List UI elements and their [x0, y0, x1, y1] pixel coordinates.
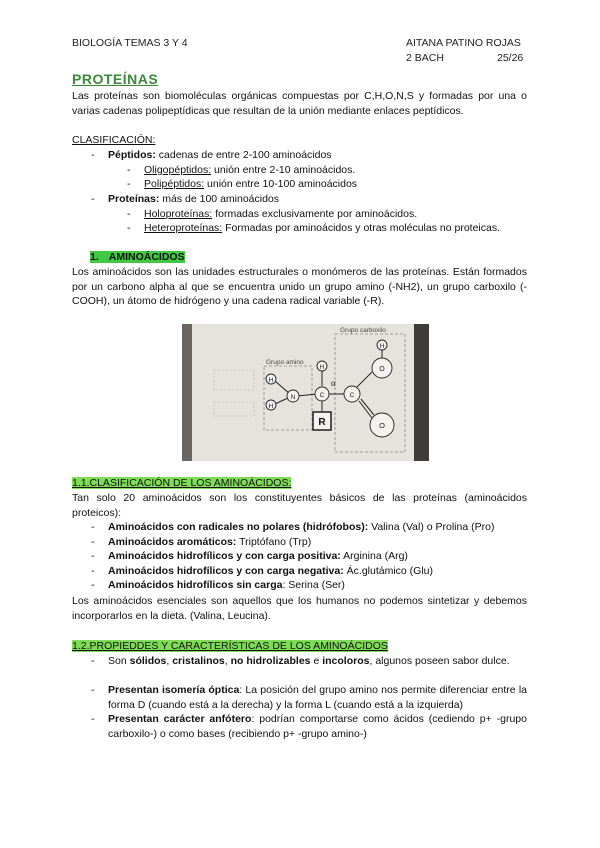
clasificacion-heading: CLASIFICACIÓN:	[72, 134, 156, 146]
label-grupo-carboxilo: Grupo carboxilo	[340, 327, 386, 334]
term-no-hidrolizables: no hidrolizables	[230, 655, 311, 667]
atom-c-alpha: C	[319, 392, 325, 399]
text-oligopeptidos: unión entre 2-10 aminoácidos.	[211, 164, 356, 176]
propiedades-heading	[72, 640, 388, 652]
esenciales-paragraph: Los aminoácidos esenciales son aquellos que los humanos no podemos sintetizar y debemos incorporarlos en la dieta. (Valina, Leucina).	[72, 595, 527, 622]
propiedades-heading-text: 1.2.PROPIEDDES Y CARACTERÍSTICAS DE LOS AMINOÁCIDOS	[72, 640, 388, 652]
atom-h-amino-top: H	[268, 377, 274, 384]
atom-o-carbonyl: O	[379, 421, 385, 430]
list-item-no-polares	[108, 520, 494, 535]
term-oligopeptidos: Oligopéptidos:	[144, 164, 212, 176]
header-subject: BIOLOGÍA TEMAS 3 Y 4	[72, 37, 188, 49]
text-p1-c2: ,	[224, 655, 231, 667]
clasif-aa-heading	[72, 477, 291, 489]
aminoacidos-number: 1.	[90, 251, 99, 263]
atom-o-hydroxyl: O	[379, 366, 385, 373]
list-item-carga-positiva	[108, 549, 408, 564]
list-item-heteroproteinas	[144, 221, 500, 236]
text-p1-c1: ,	[166, 655, 173, 667]
atom-h-amino-bottom: H	[268, 403, 274, 410]
term-sin-carga: Aminoácidos hidrofílicos sin carga	[108, 579, 283, 591]
term-holoproteinas: Holoproteínas:	[144, 208, 213, 220]
amino-acid-structure-photo	[182, 324, 429, 461]
text-p1-d: , algunos poseen sabor dulce.	[369, 655, 510, 667]
text-carga-negativa: Ác.glutámico (Glu)	[343, 565, 434, 577]
list-item-polipeptidos	[144, 177, 357, 192]
header-page-number: 25/26	[497, 52, 524, 64]
label-grupo-amino: Grupo amino	[266, 359, 304, 366]
term-incoloros: incoloros	[322, 655, 370, 667]
term-polipeptidos: Polipéptidos:	[144, 178, 205, 190]
term-no-polares: Aminoácidos con radicales no polares (hidrófobos):	[108, 521, 369, 533]
term-cristalinos: cristalinos	[172, 655, 225, 667]
aminoacidos-paragraph: Los aminoácidos son las unidades estructurales o monómeros de las proteínas. Están formados por un carbono alpha al que se encuentra unido un grupo amino (-NH2), un grupo carboxilo (-COOH), un átomo de hidrógeno y una cadena radical variable (-R).	[72, 266, 527, 307]
clasif-aa-heading-text: 1.1.CLASIFICACIÓN DE LOS AMINOÁCIDOS:	[72, 477, 292, 489]
list-item-carga-negativa	[108, 564, 433, 579]
bullet-dash: -	[91, 521, 95, 533]
page-title: PROTEÍNAS	[72, 71, 159, 87]
term-heteroproteinas: Heteroproteínas:	[144, 222, 223, 234]
text-holoproteinas: formadas exclusivamente por aminoácidos.	[212, 208, 418, 220]
header-course: 2 BACH	[406, 52, 444, 64]
list-item-isomeria	[108, 683, 527, 712]
atom-h-carboxyl: H	[379, 343, 385, 350]
bullet-dash: -	[91, 149, 95, 161]
text-proteinas: más de 100 aminoácidos	[159, 193, 280, 205]
text-p1-c3: e	[310, 655, 323, 667]
term-aromaticos: Aminoácidos aromáticos:	[108, 536, 237, 548]
bullet-dash: -	[91, 193, 95, 205]
text-carga-positiva: Arginina (Arg)	[340, 550, 408, 562]
term-proteinas: Proteínas:	[108, 193, 160, 205]
bullet-dash: -	[91, 684, 95, 696]
term-isomeria: Presentan isomería óptica	[108, 684, 240, 696]
bullet-dash: -	[127, 222, 131, 234]
atom-h-alpha: H	[319, 364, 325, 371]
term-solidos: sólidos	[129, 655, 167, 667]
text-aromaticos: Triptófano (Trp)	[236, 536, 312, 548]
radical-r: R	[318, 417, 326, 428]
list-item-holoproteinas	[144, 207, 417, 222]
text-peptidos: cadenas de entre 2-100 aminoácidos	[155, 149, 332, 161]
list-item-sin-carga	[108, 578, 345, 593]
text-p1-a: Son	[108, 655, 130, 667]
bullet-dash: -	[91, 536, 95, 548]
term-anfotero: Presentan carácter anfótero	[108, 713, 252, 725]
list-item-oligopeptidos	[144, 163, 355, 178]
text-sin-carga: : Serina (Ser)	[282, 579, 345, 591]
bullet-dash: -	[127, 208, 131, 220]
text-no-polares: Valina (Val) o Prolina (Pro)	[368, 521, 495, 533]
intro-paragraph: Las proteínas son biomoléculas orgánicas compuestas por C,H,O,N,S y formadas por una o varias cadenas polipeptídicas que resultan de la unión mediante enlaces peptídicos.	[72, 90, 527, 117]
list-item-proteinas	[108, 192, 279, 207]
list-item-peptidos	[108, 148, 332, 163]
list-item-propiedades-fisicas	[108, 654, 527, 669]
clasif-aa-intro: Tan solo 20 aminoácidos son los constituyentes básicos de las proteínas (aminoácidos proteicos):	[72, 492, 527, 519]
aminoacidos-title: AMINOÁCIDOS	[99, 251, 185, 263]
bullet-dash: -	[127, 164, 131, 176]
atom-n: N	[290, 394, 296, 401]
aminoacidos-heading	[90, 251, 185, 263]
bullet-dash: -	[91, 565, 95, 577]
term-peptidos: Péptidos:	[108, 149, 156, 161]
bullet-dash: -	[127, 178, 131, 190]
text-heteroproteinas: Formadas por aminoácidos y otras moléculas no proteicas.	[222, 222, 501, 234]
bullet-dash: -	[91, 655, 95, 667]
header-author: AITANA PATINO ROJAS	[406, 37, 521, 49]
alpha-label: α	[331, 378, 336, 388]
atom-c-carboxyl: C	[349, 392, 355, 399]
term-carga-negativa: Aminoácidos hidrofílicos y con carga negativa:	[108, 565, 344, 577]
list-item-anfotero	[108, 712, 527, 741]
bullet-dash: -	[91, 713, 95, 725]
bullet-dash: -	[91, 579, 95, 591]
text-polipeptidos: unión entre 10-100 aminoácidos	[204, 178, 358, 190]
text-anfotero: : podrían comportarse como ácidos (cediendo p+ -grupo carboxilo-) o como bases (recibiendo p+ -grupo amino-)	[108, 713, 527, 740]
term-carga-positiva: Aminoácidos hidrofílicos y con carga positiva:	[108, 550, 341, 562]
bullet-dash: -	[91, 550, 95, 562]
list-item-aromaticos	[108, 535, 311, 550]
text-isomeria: : La posición del grupo amino nos permite diferenciar entre la forma D (cuando está a la derecha) y la forma L (cuando está a la izquierda)	[108, 684, 528, 711]
